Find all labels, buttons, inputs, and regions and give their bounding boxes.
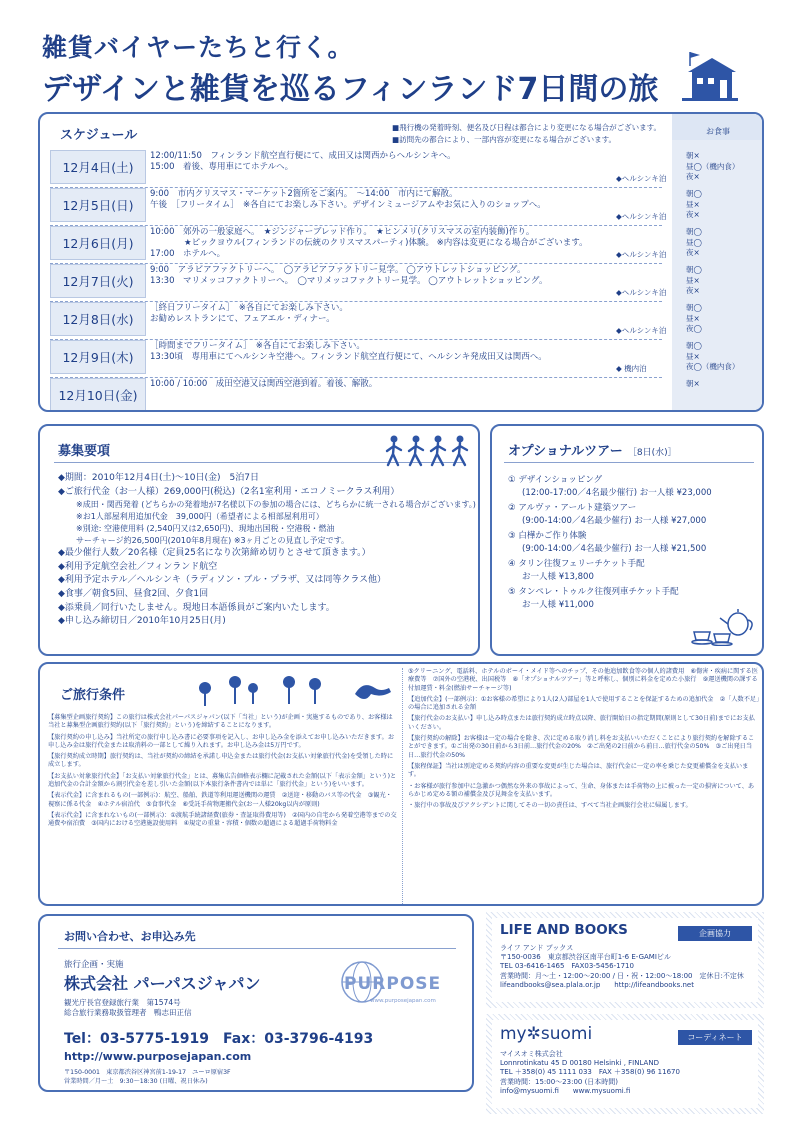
- page-title: デザインと雑貨を巡るフィンランド7日間の旅: [42, 72, 659, 107]
- optional-list: [508, 474, 758, 614]
- contact-section: [38, 914, 474, 1092]
- schedule-meals: [686, 227, 702, 259]
- recruit-item: サーチャージ約26,500円(2010年8月現在) ※3ヶ月ごとの見直し予定です。: [76, 536, 349, 546]
- contact-heading: お問い合わせ、お申込み先: [64, 930, 196, 943]
- license-line: 総合旅行業務取扱管理者 鴨志田正信: [64, 1008, 192, 1017]
- meal-item: 昼×: [686, 199, 700, 209]
- schedule-stay: ◆ヘルシンキ泊: [616, 326, 667, 335]
- schedule-stay: ◆ 機内泊: [616, 364, 647, 373]
- meal-item: 昼×: [686, 275, 700, 285]
- meal-item: 夜×: [686, 210, 700, 219]
- schedule-row: [50, 302, 750, 340]
- recruit-section: [38, 424, 480, 656]
- conditions-section: [38, 662, 764, 906]
- life-and-books-box: [486, 912, 764, 1008]
- walking-people-icon: [384, 434, 474, 468]
- mysuomi-line: TEL ＋358(0) 45 1111 033 FAX ＋358(0) 96 11670: [500, 1068, 680, 1077]
- schedule-line: お勧めレストランにて、フェアエル・ディナー。: [150, 314, 335, 324]
- schedule-date: 12月10日(金): [50, 378, 146, 412]
- optional-heading: [508, 440, 677, 459]
- optional-date: ［8日(水)］: [627, 448, 677, 458]
- mysuomi-line: Lonnrotinkatu 45 D 00180 Helsinki , FINLAND: [500, 1059, 659, 1068]
- optional-item-name: ② アルヴァ・アールト建築ツアー: [508, 503, 637, 513]
- optional-item-name: ⑤ タンペレ・トゥルク往復列車チケット手配: [508, 587, 679, 597]
- trees-icon: [195, 674, 395, 710]
- life-line: 〒150-0036 東京都渋谷区南平台町1-6 E-GAMIビル: [500, 953, 671, 962]
- life-and-books-text: [500, 944, 744, 990]
- conditions-paragraph: 【旅程保証】当社は別途定める契約内容の重要な変更が生じた場合は、旅行代金に一定の率を乗じた変更補償金を支払います。: [408, 762, 749, 779]
- conditions-paragraph: 【追加代金】(一部例示)：①お客様の希望により1人(2人)部屋を1人で使用することを保証するための追加代金 ②「人数不足」の場合に追加される金額: [408, 695, 760, 712]
- recruit-item: ◆添乗員／同行いたしません。現地日本語係員がご案内いたします。: [58, 602, 335, 613]
- recruit-item: ◆ご旅行代金（お一人様）269,000円(税込)（2名1室利用・エコノミークラス利用）: [58, 486, 400, 497]
- optional-item-name: ① デザインショッピング: [508, 475, 603, 485]
- schedule-date: 12月7日(火): [50, 264, 146, 298]
- recruit-item: ※成田・関西発着 (どちらかの発着地が7名様以下の参加の場合には、どちらかに統一される場合がございます。): [76, 500, 476, 510]
- conditions-paragraph: 【旅行契約の解除】お客様は一定の場合を除き、次に定める取り消し料をお支払いいただくことにより旅行契約を解除することができます。①ご出発の30日前から3日前…旅行代金の20% ②ご出発の2日前から前日…旅行代金の50% ③ご出発日当日…旅行代金の50%: [408, 735, 755, 759]
- planning-badge: 企画協力: [678, 926, 752, 941]
- schedule-note: ■飛行機の発着時刻、便名及び日程は都合により変更になる場合がございます。: [392, 123, 661, 132]
- meal-item: 昼◯: [686, 237, 702, 247]
- website-link[interactable]: http://www.purposejapan.com: [64, 1050, 252, 1063]
- schedule-row: [50, 150, 750, 188]
- conditions-paragraph: ⑤クリーニング、電話料、ホテルのボーイ・メイド等へのチップ、その他追加飲食等の個人的諸費用 ⑥傷害・疾病に関する医療費等 ⑦国外の空港税、出国税等 ⑧「オプショナルツアー」等と呼称し、個別に料金を定めた小旅行 ⑨運送機関の課する付加運賃・料金(燃油サーチャージ等): [408, 668, 758, 692]
- schedule-meals: [686, 151, 739, 183]
- divider: [58, 948, 456, 949]
- meal-item: 朝◯: [686, 303, 702, 312]
- schedule-line: 15:00 着後、専用車にてホテルへ。: [150, 162, 294, 172]
- schedule-line: 12:00/11:50 フィンランド航空直行便にて、成田又は関西からヘルシンキへ。: [150, 151, 456, 161]
- optional-title: オプショナルツアー: [508, 444, 623, 459]
- schedule-date: 12月5日(日): [50, 188, 146, 222]
- conditions-paragraph: 【旅行代金のお支払い】申し込み時点または旅行契約成立時点以降、旅行開始日の指定期間(原則として30日前)までにお支払いください。: [408, 715, 755, 731]
- schedule-row: [50, 188, 750, 226]
- mysuomi-box: [486, 1014, 764, 1114]
- recruit-item: ◆申し込み締切日／2010年10月25日(月): [58, 616, 226, 627]
- schedule-line: 17:00 ホテルへ。: [150, 249, 226, 259]
- meal-item: 昼×: [686, 313, 700, 323]
- conditions-paragraph: 【旅行契約成立時期】旅行契約は、当社が契約の締結を承諾し申込金または旅行代金(お支払い対象旅行代金)を受領した時に成立します。: [48, 753, 394, 769]
- schedule-stay: ◆ヘルシンキ泊: [616, 212, 667, 221]
- optional-item: [508, 530, 758, 555]
- conditions-paragraph: 【表示代金】に含まれるもの(一部例示)：航空、船舶、鉄道等利用運送機関の運賃 ②送迎・移動のバス等の代金 ③観光・視察に係る代金 ④ホテル宿泊代 ⑤食事代金 ⑥受託手荷物運搬代金(お一人様20kg以内が原則): [48, 792, 392, 808]
- optional-item-detail: お一人様 ¥11,000: [522, 599, 594, 610]
- schedule-details: [150, 227, 670, 260]
- life-and-books-inner: [492, 918, 758, 1002]
- optional-item: [508, 558, 758, 583]
- schedule-line: 午後 ［フリータイム］ ※各自にてお楽しみ下さい。デザインミュージアムやお気に入りのショップへ。: [150, 200, 546, 210]
- schedule-stay: ◆ヘルシンキ泊: [616, 174, 667, 183]
- meal-item: 夜×: [686, 248, 700, 257]
- logo-sub: www.purposejapan.com: [370, 998, 436, 1004]
- meal-item: 朝◯: [686, 341, 702, 350]
- schedule-line: ★ピックヨウル(フィンランドの伝統のクリスマスパーティ)体験。 ※内容は変更になる場合がございます。: [150, 238, 588, 248]
- life-line: 営業時間：月～土・12:00～20:00 / 日・祝・12:00～18:00 定休日:不定休: [500, 971, 744, 980]
- mysuomi-name: my✲suomi: [500, 1024, 593, 1044]
- house-icon: [682, 50, 738, 102]
- life-line: lifeandbooks@sea.plala.or.jp http://lifeandbooks.net: [500, 980, 694, 989]
- schedule-date: 12月6日(月): [50, 226, 146, 260]
- meal-item: 夜◯: [686, 324, 702, 333]
- schedule-row: [50, 340, 750, 378]
- schedule-row: [50, 264, 750, 302]
- schedule-line: 13:30頃 専用車にてヘルシンキ空港へ。フィンランド航空直行便にて、ヘルシンキ発成田又は関西へ。: [150, 352, 547, 362]
- logo-text: PURPOSE: [344, 974, 442, 994]
- schedule-title: スケジュール: [60, 128, 138, 143]
- recruit-title: 募集要項: [58, 444, 111, 459]
- meal-item: 朝◯: [686, 227, 702, 236]
- recruit-item: ◆食事／朝食5回、昼食2回、夕食1回: [58, 588, 209, 599]
- schedule-line: 10:00 / 10:00 成田空港又は関西空港到着。着後、解散。: [150, 379, 378, 389]
- contact-role: 旅行企画・実施: [64, 960, 124, 970]
- recruit-item: ◆利用予定ホテル／ヘルシンキ（ラディソン・ブル・プラザ、又は同等クラス他）: [58, 575, 387, 586]
- schedule-stay: ◆ヘルシンキ泊: [616, 288, 667, 297]
- schedule-line: 10:00 郊外の一般家庭へ。 ★ジンジャーブレッド作り。 ★ヒンメリ(クリスマスの室内装飾)作り。: [150, 227, 535, 237]
- meal-item: 夜×: [686, 286, 700, 295]
- meal-item: 夜×: [686, 172, 700, 181]
- recruit-list: [58, 472, 478, 629]
- recruit-item: ◆期間：2010年12月4日(土)～10日(金) 5泊7日: [58, 473, 259, 483]
- optional-item: [508, 502, 758, 527]
- schedule-line: ［時間までフリータイム］ ※各自にてお楽しみ下さい。: [150, 341, 365, 351]
- schedule-row: [50, 226, 750, 264]
- teapot-cups-icon: [688, 602, 758, 646]
- schedule-meals: [686, 265, 702, 297]
- license-info: [64, 998, 192, 1018]
- life-line: TEL 03-6416-1465 FAX03-5456-1710: [500, 962, 634, 971]
- schedule-line: 9:00 市内クリスマス・マーケット2箇所をご案内。 ～14:00 市内にて解散。: [150, 189, 458, 199]
- schedule-note: ■訪問先の都合により、一部内容が変更になる場合がございます。: [392, 135, 616, 144]
- meal-item: 夜◯（機内食）: [686, 362, 740, 371]
- conditions-right-text: [408, 668, 760, 813]
- schedule-line: 9:00 アラビアファクトリーへ。 ◯アラビアファクトリー見学。 ◯アウトレットショッピング。: [150, 265, 526, 275]
- meal-item: 昼◯（機内食）: [686, 161, 740, 171]
- address-line: 〒150-0001 東京都渋谷区神宮前1-19-17 ユーロ原宿3F: [64, 1069, 231, 1076]
- conditions-paragraph: 【お支払い対象旅行代金】「お支払い対象旅行代金」とは、募集広告価格表示欄に記載された金額(以下「表示金額」という)と追加代金の合計金額から割引代金を差し引いた金額(以下本旅行条件書内では単に「旅行代金」という)をいいます。: [48, 772, 397, 789]
- schedule-section: [38, 112, 764, 412]
- mysuomi-text: [500, 1050, 680, 1096]
- schedule-date: 12月9日(木): [50, 340, 146, 374]
- schedule-date: 12月4日(土): [50, 150, 146, 184]
- schedule-details: [150, 379, 670, 390]
- conditions-left-text: [48, 714, 398, 832]
- conditions-paragraph: ・旅行中の事故及びアクシデントに関してその一切の責任は、すべて当社企画旅行会社に帰属します。: [408, 802, 692, 810]
- recruit-item: ◆利用予定航空会社／フィンランド航空: [58, 561, 218, 572]
- optional-item-detail: (9:00-14:00／4名最少催行) お一人様 ¥27,000: [522, 515, 707, 526]
- meal-item: 昼×: [686, 351, 700, 361]
- license-line: 観光庁長官登録旅行業 第1574号: [64, 998, 181, 1007]
- mysuomi-line: 営業時間：15:00～23:00 (日本時間): [500, 1077, 619, 1086]
- optional-item-detail: (9:00-14:00／4名最少催行) お一人様 ¥21,500: [522, 543, 707, 554]
- meal-item: 朝×: [686, 379, 700, 388]
- schedule-stay: ◆ヘルシンキ泊: [616, 250, 667, 259]
- subtitle: 雑貨バイヤーたちと行く。: [42, 33, 354, 62]
- hours-line: 営業時間／月～土 9:30～18:30 (日曜、祝日休み): [64, 1078, 208, 1085]
- optional-item-detail: (12:00-17:00／4名最少催行) お一人様 ¥23,000: [522, 487, 712, 498]
- schedule-meals: [686, 379, 700, 390]
- divider: [402, 668, 403, 904]
- recruit-item: ※お1人部屋利用追加代金 39,000円（希望者による相部屋利用可）: [76, 512, 324, 522]
- schedule-line: 13:30 マリメッコファクトリーへ。 ◯マリメッコファクトリー見学。 ◯アウトレットショッピング。: [150, 276, 548, 286]
- conditions-paragraph: ・お客様が旅行参加中に急激かつ偶然な外来の事故によって、生命、身体または手荷物の上に被った一定の損害について、あらかじめ定める額の補償金及び見舞金を支払います。: [408, 782, 755, 798]
- optional-item: [508, 474, 758, 499]
- coordinate-badge: コーディネート: [678, 1030, 752, 1045]
- optional-item-detail: お一人様 ¥13,800: [522, 571, 594, 582]
- schedule-row: [50, 378, 750, 412]
- company-name: 株式会社 パーパスジャパン: [64, 974, 261, 993]
- schedule-meals: [686, 341, 739, 373]
- meal-item: 朝×: [686, 151, 700, 160]
- schedule-details: [150, 265, 670, 287]
- schedule-details: [150, 189, 670, 211]
- conditions-paragraph: 【表示代金】に含まれないもの(一部例示)：①渡航手続諸経費(旅券・査証取得費用等) ②国内の自宅から発着空港等までの交通費や宿泊費 ③国内における空港施設使用料 ④規定の重量・容積・個数の超過による超過手荷物料金: [48, 811, 397, 828]
- purpose-logo: [340, 958, 444, 1010]
- optional-item-name: ③ 白樺かご作り体験: [508, 531, 587, 541]
- mysuomi-inner: [492, 1020, 758, 1108]
- recruit-item: ※別途: 空港使用料 (2,540円又は2,650円)、現地出国税・空港税・燃油: [76, 524, 335, 534]
- optional-tour-section: [490, 424, 764, 656]
- life-line: ライフ アンド ブックス: [500, 944, 574, 952]
- meal-item: 朝◯: [686, 265, 702, 274]
- schedule-meals: [686, 189, 702, 221]
- life-and-books-name: LIFE AND BOOKS: [500, 922, 628, 938]
- schedule-details: [150, 151, 670, 173]
- schedule-details: [150, 341, 670, 363]
- schedule-meals: [686, 303, 702, 335]
- mysuomi-line: info@mysuomi.fi www.mysuomi.fi: [500, 1086, 631, 1095]
- schedule-line: ［終日フリータイム］ ※各自にてお楽しみ下さい。: [150, 303, 348, 313]
- phone-fax: Tel：03-5775-1919 Fax：03-3796-4193: [64, 1031, 374, 1047]
- recruit-item: ◆最少催行人数／20名様（定員25名になり次第締め切りとさせて頂きます。）: [58, 548, 371, 559]
- meal-header: お食事: [672, 114, 764, 140]
- schedule-notes: [392, 122, 661, 146]
- meal-item: 朝◯: [686, 189, 702, 198]
- mysuomi-line: マイスオミ株式会社: [500, 1050, 563, 1058]
- schedule-date: 12月8日(水): [50, 302, 146, 336]
- schedule-details: [150, 303, 670, 325]
- divider: [504, 462, 754, 463]
- optional-item-name: ④ タリン往復フェリーチケット手配: [508, 559, 645, 569]
- contact-address: [64, 1068, 231, 1086]
- conditions-title: ご旅行条件: [60, 688, 126, 703]
- conditions-paragraph: 【募集型企画旅行契約】この旅行は株式会社パーパスジャパン(以下「当社」という)が企画・実施するものであり、お客様は当社と募集型企画旅行契約(以下「旅行契約」という)を締結することになります。: [48, 714, 393, 730]
- conditions-paragraph: 【旅行契約の申し込み】当社所定の旅行申し込み書に必要事項を記入し、お申し込み金を添えてお申し込みいただきます。お申し込み金は旅行代金または取消料の一部として繰り入れます。お申し込み金は5万円です。: [48, 733, 395, 749]
